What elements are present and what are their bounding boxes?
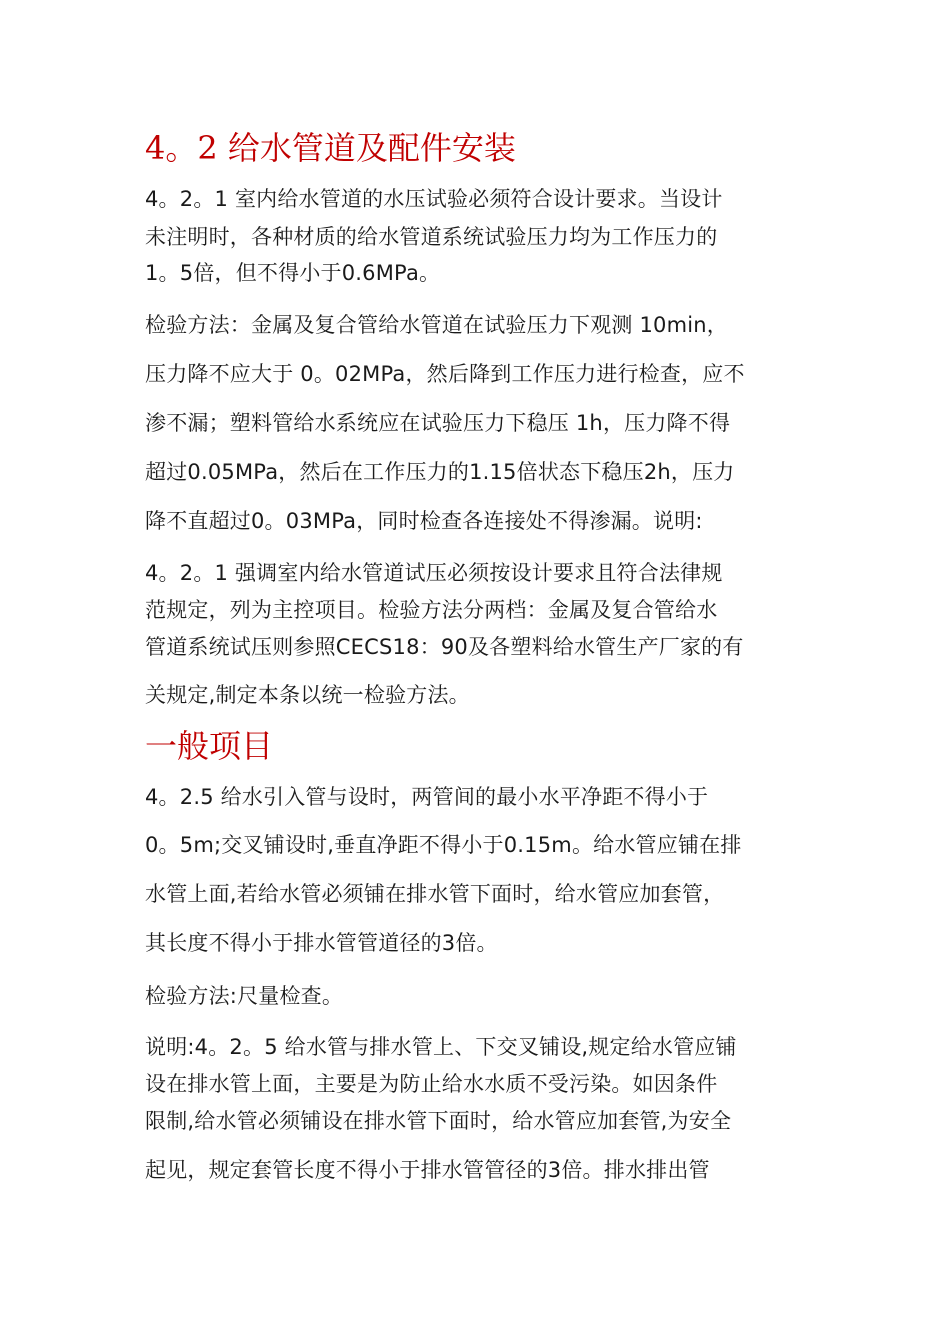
method-line: 降不直超过0。03MPa，同时检查各连接处不得渗漏。说明: [145, 509, 703, 533]
clause-line: 1。5倍，但不得小于0.6MPa。 [145, 261, 441, 285]
clause-line: 4。2。1 室内给水管道的水压试验必须符合设计要求。当设计 [145, 187, 723, 211]
method-line: 检验方法:尺量检查。 [145, 984, 344, 1008]
explanation-line: 关规定,制定本条以统一检验方法。 [145, 683, 470, 707]
explanation-line: 限制,给水管必须铺设在排水管下面时，给水管应加套管,为安全 [145, 1109, 732, 1133]
clause-line: 4。2.5 给水引入管与设时，两管间的最小水平净距不得小于 [145, 785, 709, 809]
explanation-line: 4。2。1 强调室内给水管道试压必须按设计要求且符合法律规 [145, 561, 723, 585]
clause-line: 水管上面,若给水管必须铺在排水管下面时，给水管应加套管， [145, 882, 725, 906]
general-items-heading: 一般项目 [145, 727, 274, 765]
explanation-line: 设在排水管上面，主要是为防止给水水质不受污染。如因条件 [145, 1072, 718, 1096]
clause-line: 未注明时，各种材质的给水管道系统试验压力均为工作压力的 [145, 225, 718, 249]
explanation-line: 管道系统试压则参照CECS18：90及各塑料给水管生产厂家的有 [145, 635, 744, 659]
explanation-line: 范规定，列为主控项目。检验方法分两档：金属及复合管给水 [145, 598, 718, 622]
method-line: 渗不漏；塑料管给水系统应在试验压力下稳压 1h，压力降不得 [145, 411, 731, 435]
clause-line: 其长度不得小于排水管管道径的3倍。 [145, 931, 498, 955]
section-heading: 4。2 给水管道及配件安装 [145, 129, 516, 167]
explanation-line: 说明:4。2。5 给水管与排水管上、下交叉铺设,规定给水管应铺 [145, 1035, 737, 1059]
method-line: 压力降不应大于 0。02MPa，然后降到工作压力进行检查，应不 [145, 362, 745, 386]
clause-line: 0。5m;交叉铺设时,垂直净距不得小于0.15m。给水管应铺在排 [145, 833, 742, 857]
explanation-line: 起见，规定套管长度不得小于排水管管径的3倍。排水排出管 [145, 1158, 710, 1182]
method-line: 检验方法：金属及复合管给水管道在试验压力下观测 10min， [145, 313, 728, 337]
method-line: 超过0.05MPa，然后在工作压力的1.15倍状态下稳压2h，压力 [145, 460, 735, 484]
